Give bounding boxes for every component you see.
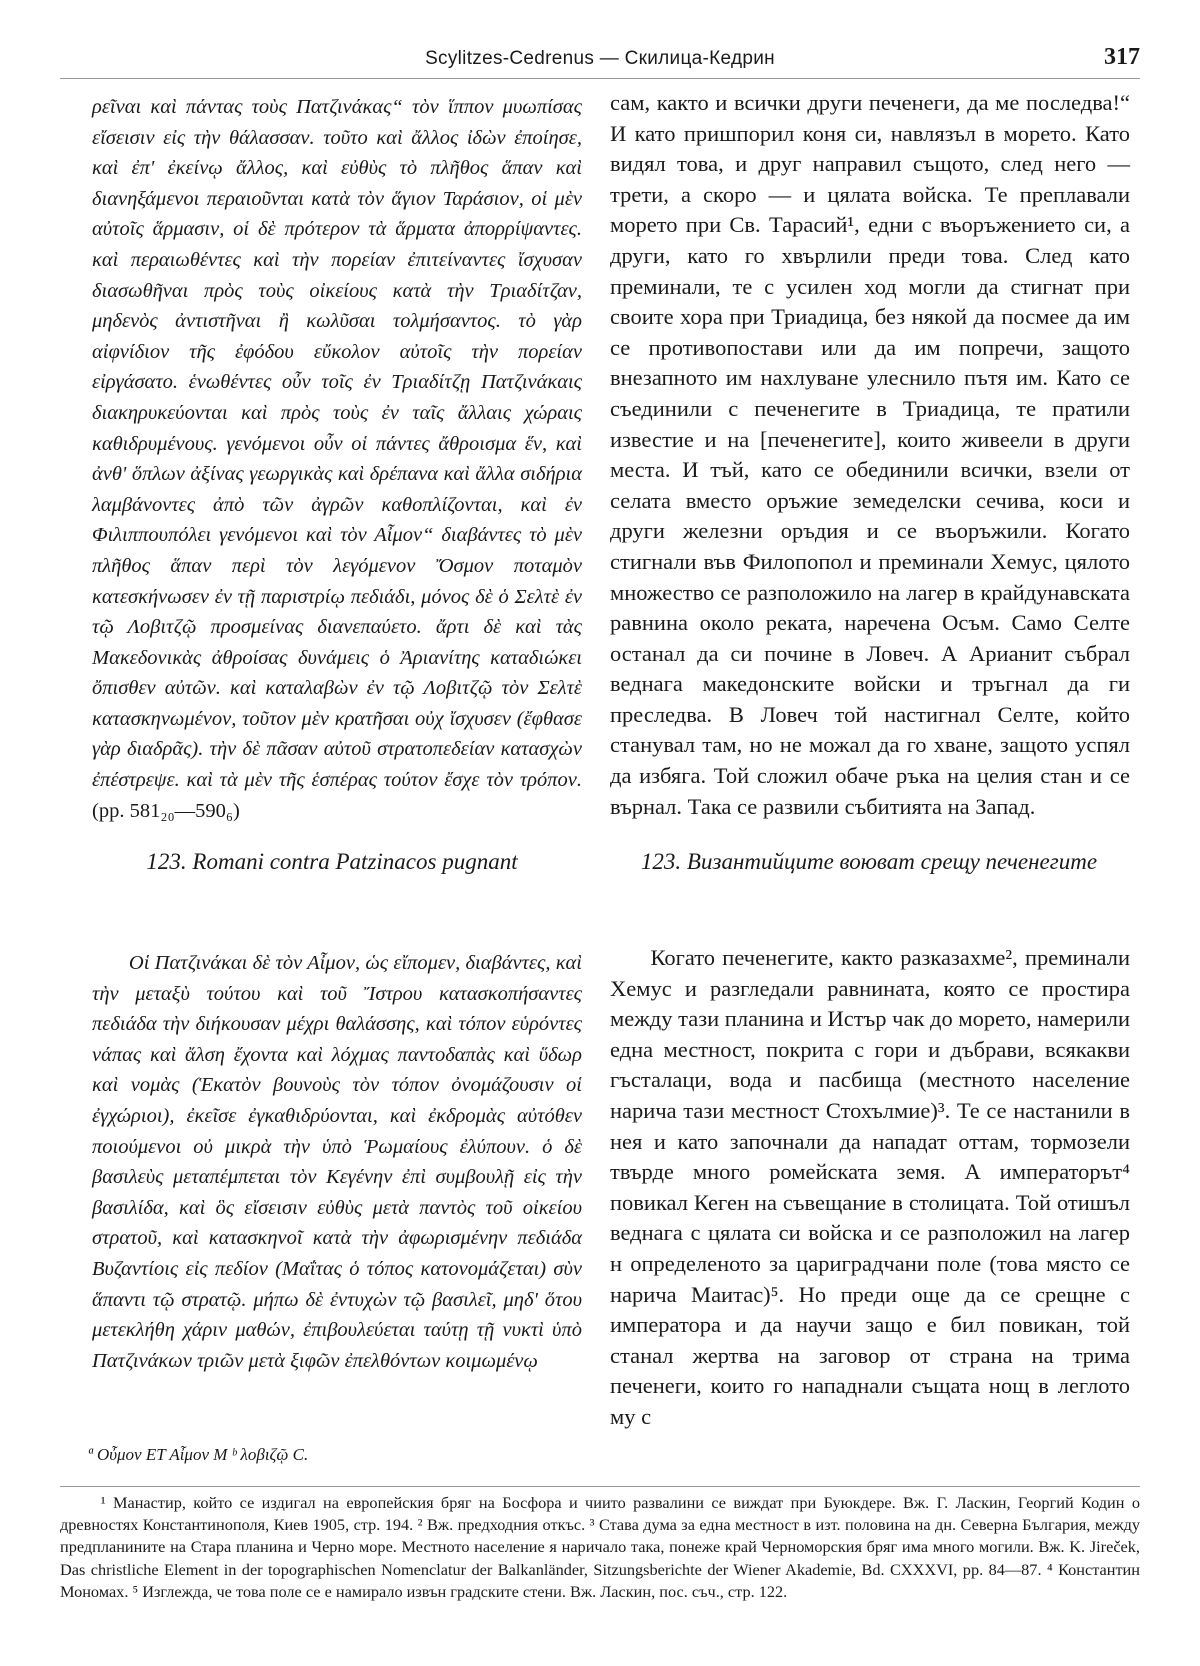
bulgarian-text-top [610, 88, 1130, 822]
footnotes [60, 1492, 1140, 1603]
greek-text-bottom [92, 948, 582, 1376]
greek-text-top [92, 92, 582, 826]
page-number: 317 [1104, 44, 1140, 70]
footnote-text: ¹ Манастир, който се издигал на европейския бряг на Босфора и чиито развалини се виждат при Буюкдере. Вж. Г. Ласкин, Георгий Кодин о древностях Константинополя, Киев 1905, стр. 194. ² Вж. предходния откъс. ³ Става дума за една местност в изт. половина на дн. Северна България, между предпланините на Стара планина и Черно море. Местното население я наричало така, понеже край Черноморския бряг има много могили. Вж. K. Jireček, Das christliche Element in der topographischen Nomenclatur der Balkanländer, Sitzungsberichte der Wiener Akademie, Bd. CXXXVI, pp. 84—87. ⁴ Константин Мономах. ⁵ Изглежда, че това поле се е намирало извън градските стени. Вж. Ласкин, пос. съч., стр. 122. [60, 1493, 1140, 1601]
running-title: Scylitzes-Cedrenus — Скилица-Кедрин [425, 48, 775, 69]
footnote-divider [60, 1486, 1140, 1487]
section-heading-bulgarian: 123. Византийците воюват срещу печенегите [640, 849, 1098, 874]
bulgarian-text-bottom [610, 943, 1130, 1433]
greek-paragraph: ρεῖναι καὶ πάντας τοὺς Πατζινάκας“ τὸν ἵππον μυωπίσας εἴσεισιν εἰς τὴν θάλασσαν. τοῦτο καὶ ἄλλος ἰδὼν ἐποίησε, καὶ ἐπ' ἐκείνῳ ἄλλος, καὶ εὐθὺς τὸ πλῆθος ἅπαν καὶ διανηξάμενοι περαιοῦνται κατὰ τὸν ἅγιον Ταράσιον, οἱ μὲν αὐτοῖς ἅρμασιν, οἱ δὲ πρότερον τὰ ἅρματα ἀπορρίψαντες. καὶ περαιωθέντες καὶ τὴν πορείαν ἐπιτείναντες ἴσχυσαν διασωθῆναι πρὸς τοὺς οἰκείους κατὰ τὴν Τριαδίτζαν, μηδενὸς ἀντιστῆναι ἢ κωλῦσαι τολμήσαντος. τὸ γὰρ αἰφνίδιον τῆς ἐφόδου εὔκολον αὐτοῖς τὴν πορείαν εἰργάσατο. ἑνωθέντες οὖν τοῖς ἐν Τριαδίτζῃ Πατζινάκαις διακηρυκεύονται καὶ πρὸς τοὺς ἐν ταῖς ἄλλαις χώραις καθιδρυμένους. γενόμενοι οὖν οἱ πάντες ἄθροισμα ἕν, καὶ ἀνθ' ὅπλων ἀξίνας γεωργικὰς καὶ δρέπανα καὶ ἄλλα σιδήρια λαμβάνοντες ἀπὸ τῶν ἀγρῶν καθοπλίζονται, καὶ ἐν Φιλιππουπόλει γενόμενοι καὶ τὸν Αἶμον“ διαβάντες τὸ μὲν πλῆθος ἅπαν περὶ τὸν λεγόμενον Ὄσμον ποταμὸν κατεσκήνωσεν ἐν τῇ παριστρίῳ πεδιάδι, μόνος δὲ ὁ Σελτὲ ἐν τῷ Λοβιτζῷ προσμείνας διανεπαύετο. ἄρτι δὲ καὶ τὰς Μακεδονικὰς ἀθροίσας δυνάμεις ὁ Ἀριανίτης καταδιώκει ὄπισθεν αὐτῶν. καὶ καταλαβὼν ἐν τῷ Λοβιτζῷ τὸν Σελτὲ κατασκηνωμένον, τοῦτον μὲν κρατῆσαι οὐχ ἴσχυσεν (ἔφθασε γὰρ διαδρᾶς). τὴν δὲ πᾶσαν αὐτοῦ στρατοπεδείαν κατασχὼν ἐπέστρεψε. καὶ τὰ μὲν τῆς ἑσπέρας τούτον ἔσχε τὸν τρόπον. [92, 96, 582, 792]
bulgarian-paragraph: Когато печенегите, както разказахме², преминали Хемус и разгледали равнината, която се простира между тази планина и Истър чак до морето, намерили една местност, покрита с гори и дъбрави, всякакви гъсталаци, вода и пасбища (местното население нарича тази местност Стохълмие)³. Те се настанили в нея и като започнали да нападат оттам, тормозели твърде много ромейската земя. А императорът⁴ повикал Кеген на съвещание в столицата. Той отишъл веднага с цялата си войска и се разположил на лагер н определеното за цариградчани поле (това място се нарича Маитас)⁵. Но преди още да се срещне с императора и да научи защо е бил повикан, той станал жертва на заговор от страна на трима печенеги, които го нападнали същата нощ в леглото му с [610, 945, 1130, 1429]
section-heading-latin: 123. Romani contra Patzinacos pugnant [146, 849, 518, 874]
greek-paragraph: Οἱ Πατζινάκαι δὲ τὸν Αἶμον, ὡς εἴπομεν, διαβάντες, καὶ τὴν μεταξὺ τούτου καὶ τοῦ Ἴστρου κατασκοπήσαντες πεδιάδα τὴν διήκουσαν μέχρι θαλάσσης, καὶ τόπον εὑρόντες νάπας καὶ ἄλση ἔχοντα καὶ λόχμας παντοδαπὰς καὶ ὕδωρ καὶ νομὰς (Ἑκατὸν βουνοὺς τὸν τόπον ὀνομάζουσιν οἱ ἐγχώριοι), ἐκεῖσε ἐγκαθιδρύονται, καὶ ἐκδρομὰς αὐτόθεν ποιούμενοι οὐ μικρὰ τὴν ὑπὸ Ῥωμαίους ἐλύπουν. ὁ δὲ βασιλεὺς μεταπέμπεται τὸν Κεγένην ἐπὶ συμβουλῇ εἰς τὴν βασιλίδα, καὶ ὃς εἴσεισιν εὐθὺς μετὰ παντὸς τοῦ οἰκείου στρατοῦ, καὶ κατασκηνοῖ κατὰ τὴν ἀφωρισμένην πεδιάδα Βυζαντίοις εἰς πεδίον (Μαΐτας ὁ τόπος κατονομάζεται) σὺν ἅπαντι τῷ στρατῷ. μήπω δὲ ἐντυχὼν τῷ βασιλεῖ, μηδ' ὅτου μετεκλήθη χάριν μαθών, ἐπιβουλεύεται ταύτῃ τῇ νυκτὶ ὑπὸ Πατζινάκων τριῶν μετὰ ξιφῶν ἐπελθόντων κοιμωμένῳ [92, 952, 582, 1372]
header-divider [60, 78, 1140, 79]
apparatus-note: ª Οὖμον ΕΤ Αἶμον Μ ᵇ λοβιζῷ C. [88, 1445, 309, 1464]
page-reference: (pp. 581₂₀—590₆) [92, 799, 240, 822]
running-header [60, 42, 1140, 76]
bulgarian-paragraph: сам, както и всички други печенеги, да ме последва!“ И като пришпорил коня си, навлязъл в морето. Като видял това, и друг направил същото, след него — трети, а скоро — и цялата войска. Те преплавали морето при Св. Тарасий¹, едни с въоръжението си, а други, като го хвърлили преди това. След като преминали, те с усилен ход могли да стигнат при своите хора при Триадица, без някой да посмее да им се противопостави или да им попречи, защото внезапното им нахлуване улеснило пътя им. Като се съединили с печенегите в Триадица, те пратили известие и на [печенегите], които живеели в други места. И тъй, като се обединили всички, взели от селата вместо оръжие земеделски сечива, коси и други железни оръдия и се въоръжили. Когато стигнали във Филопопол и преминали Хемус, цялото множество се разположило на лагер в крайдунавската равнина около реката, наречена Осъм. Само Селте останал да си почине в Ловеч. А Арианит събрал веднага македонските войски и тръгнал да ги преследва. В Ловеч той настигнал Селте, който станувал там, но не можал да го хване, защото успял да избяга. Той сложил обаче ръка на целия стан и се върнал. Така се развили събитията на Запад. [610, 90, 1130, 819]
